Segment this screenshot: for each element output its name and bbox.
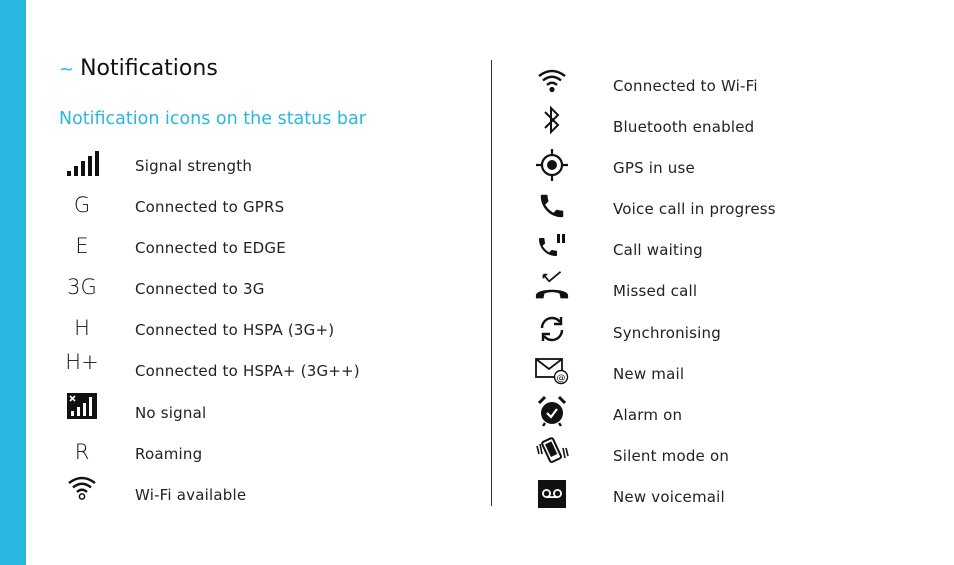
page-title xyxy=(59,56,218,81)
item-label: Connected to Wi-Fi xyxy=(613,77,758,95)
item-label: Missed call xyxy=(613,282,698,300)
call-waiting-icon xyxy=(534,230,570,264)
item-label: Call waiting xyxy=(613,241,703,259)
edge-glyph: E xyxy=(75,234,89,258)
alarm-icon xyxy=(534,394,570,428)
item-label: Silent mode on xyxy=(613,447,730,465)
signal-strength-icon xyxy=(64,147,100,181)
silent-mode-icon xyxy=(534,434,570,468)
item-label: Voice call in progress xyxy=(613,200,776,218)
sync-icon xyxy=(534,312,570,346)
item-label: Roaming xyxy=(135,445,203,463)
hspa-glyph: H xyxy=(74,316,90,340)
title-text: Notifications xyxy=(80,56,218,81)
item-label: New mail xyxy=(613,365,685,383)
item-label: Connected to HSPA+ (3G++) xyxy=(135,362,360,380)
item-label: Signal strength xyxy=(135,157,253,175)
side-accent-bar xyxy=(0,0,26,565)
3g-icon xyxy=(64,270,100,304)
3g-glyph: 3G xyxy=(67,275,97,299)
item-label: No signal xyxy=(135,404,207,422)
item-label: Connected to EDGE xyxy=(135,239,286,257)
roaming-icon xyxy=(64,435,100,469)
title-tilde: ~ xyxy=(59,59,75,80)
hspa-icon xyxy=(64,311,100,345)
item-label: Alarm on xyxy=(613,406,683,424)
voicemail-icon xyxy=(534,477,570,511)
bluetooth-icon xyxy=(534,103,570,137)
item-label: Connected to GPRS xyxy=(135,198,285,216)
item-label: Connected to 3G xyxy=(135,280,265,298)
gprs-icon xyxy=(64,188,100,222)
hspa-plus-glyph: H+ xyxy=(65,350,99,374)
svg-text:@: @ xyxy=(556,373,566,384)
item-label: Wi-Fi available xyxy=(135,486,247,504)
column-divider xyxy=(491,60,492,506)
item-label: Synchronising xyxy=(613,324,721,342)
item-label: Connected to HSPA (3G+) xyxy=(135,321,335,339)
wifi-connected-icon xyxy=(534,64,570,98)
phone-icon xyxy=(534,189,570,223)
no-signal-icon xyxy=(64,389,100,423)
item-label: GPS in use xyxy=(613,159,695,177)
item-label: Bluetooth enabled xyxy=(613,118,755,136)
missed-call-icon xyxy=(534,269,570,303)
gprs-glyph: G xyxy=(73,193,91,217)
new-mail-icon xyxy=(534,354,570,388)
item-label: New voicemail xyxy=(613,488,725,506)
section-subtitle: Notification icons on the status bar xyxy=(59,109,366,129)
gps-icon xyxy=(534,148,570,182)
edge-icon xyxy=(64,229,100,263)
roaming-glyph: R xyxy=(74,440,90,464)
hspa-plus-icon xyxy=(64,345,100,379)
wifi-available-icon xyxy=(64,471,100,505)
